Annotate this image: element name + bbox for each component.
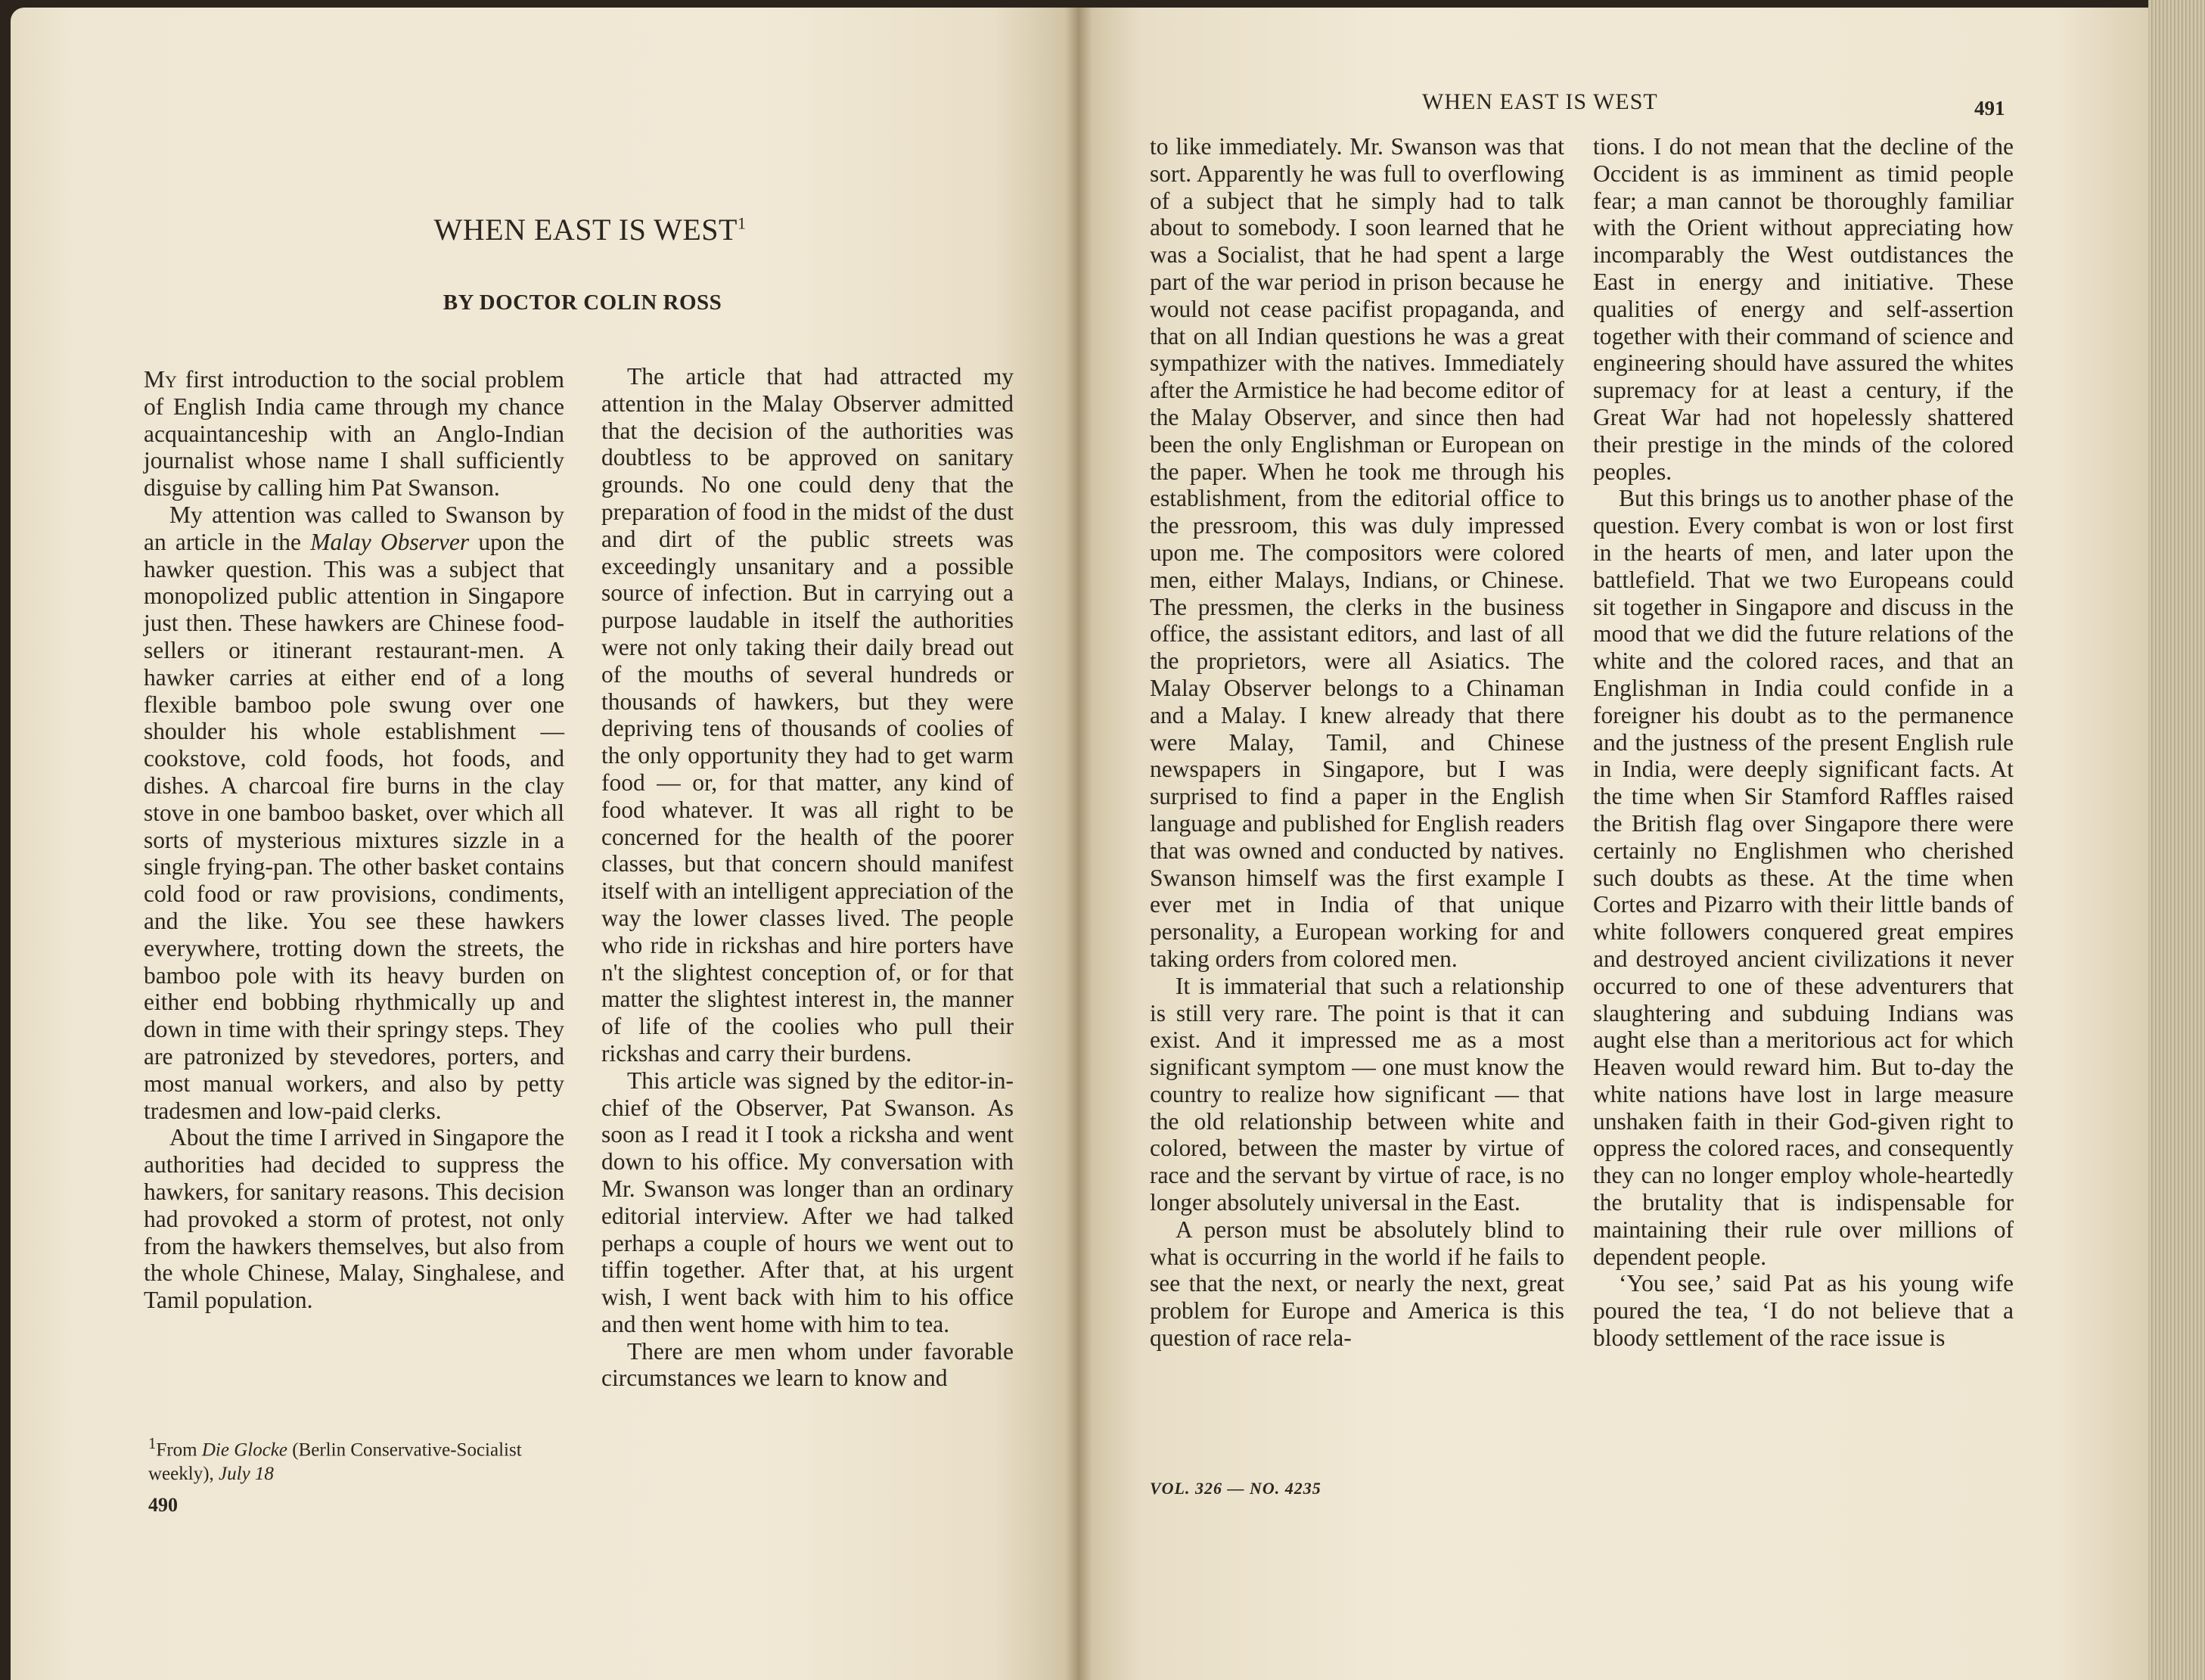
signature-mark: VOL. 326 — NO. 4235 <box>1150 1479 1321 1498</box>
page-edges <box>2148 0 2205 1680</box>
paragraph: to like immediately. Mr. Swanson was that sort. Apparently he was full to overflowing of a subject that he simply had to talk about to somebody. I soon learned that he was a Socialist, that he had spent a large part of the war period in prison because he would not cease pacifist propaganda, and that on all Indian questions he was a great sympathizer with the natives. Immediately after the Armistice he had become editor of the Malay Observer, and since then had been the only Englishman or European on the paper. When he took me through his establishment, from the editorial office to the pressroom, this was duly impressed upon me. The compositors were colored men, either Malays, Indians, or Chinese. The pressmen, the clerks in the business office, the assistant editors, and last of all the proprietors, were all Asiatics. The Malay Observer belongs to a Chinaman and a Malay. I knew already that there were Malay, Tamil, and Chinese newspapers in Singapore, but I was surprised to find a paper in the English language and published for English readers that was owned and conducted by natives. Swanson himself was the first example I ever met in India of that unique personality, a European working for and taking orders from colored men. <box>1150 133 1564 972</box>
paragraph: About the time I arrived in Singapore the authorities had decided to suppress the hawkers, for sanitary reasons. This decision had provoked a storm of protest, not only from the hawkers themselves, but also from the whole Chinese, Malay, Singhalese, and Tamil population. <box>144 1124 564 1314</box>
paragraph <box>144 366 564 502</box>
footnote-text: From <box>156 1439 202 1461</box>
footnote-source: Die Glocke <box>201 1439 287 1461</box>
paragraph <box>144 502 564 1124</box>
paragraph-text: first introduction to the social problem of English India came through my chance acquaintanceship with an Anglo-Indian journalist whose name I shall sufficiently disguise by calling him Pat Swanson. <box>144 366 564 502</box>
article-title <box>378 212 802 247</box>
right-column-1 <box>1150 133 1564 1352</box>
right-column-2 <box>1593 133 2014 1352</box>
running-head: WHEN EAST IS WEST <box>1422 89 1658 114</box>
title-footnote-marker: 1 <box>737 213 747 233</box>
footnote <box>148 1431 572 1486</box>
paragraph: The article that had attracted my attention in the Malay Observer admitted that the decision of the authorities was doubtless to be approved on sanitary grounds. No one could deny that the preparation of food in the midst of the dust and dirt of the public streets was exceedingly unsanitary and a possible source of infection. But in carrying out a purpose laudable in itself the authorities were not only taking their daily bread out of the mouths of several hundreds or thousands of hawkers, but they were depriving tens of thousands of coolies of the only opportunity they had to get warm food — or, for that matter, any kind of food whatever. It was all right to be concerned for the health of the poorer classes, but that concern should manifest itself with an intelligent appreciation of the way the lower classes lived. The people who ride in rickshas and hire porters have n't the slightest conception of, or for that matter the slightest interest in, the manner of life of the coolies who pull their rickshas and carry their burdens. <box>601 363 1014 1067</box>
book-gutter <box>1065 8 1092 1680</box>
paragraph: tions. I do not mean that the decline of the Occident is as imminent as timid people fear; a man cannot be thoroughly familiar with the Orient without appreciating how incomparably the West outdistances the East in energy and initiative. These qualities of energy and self-assertion together with their command of science and engineering should have assured the whites supremacy for at least a century, if the Great War had not hopelessly shattered their prestige in the minds of the colored peoples. <box>1593 133 2014 485</box>
newspaper-name: Malay Observer <box>310 528 470 555</box>
left-column-2 <box>601 363 1014 1392</box>
paragraph: This article was signed by the editor-in-chief of the Observer, Pat Swanson. As soon as I read it I took a ricksha and went down to his office. My conversation with Mr. Swanson was longer than an ordinary editorial interview. After we had talked perhaps a couple of hours we went out to tiffin together. After that, at his urgent wish, I went back with him to his office and then went home with him to tea. <box>601 1067 1014 1337</box>
paragraph: But this brings us to another phase of the question. Every combat is won or lost first in the hearts of men, and later upon the battlefield. That we two Europeans could sit together in Singapore and discuss in the mood that we did the future relations of the white and the colored races, and that an Englishman in India could confide in a foreigner his doubt as to the permanence and the justness of the present English rule in India, were deeply significant facts. At the time when Sir Stamford Raffles raised the British flag over Singapore there were certainly no Englishmen who cherished such doubts as these. At the time when Cortes and Pizarro with their little bands of white followers conquered great empires and destroyed ancient civilizations it never occurred to one of these adventurers that slaughtering and subduing Indians was aught else than a meritorious act for which Heaven would reward him. But to-day the white nations have lost in large measure unshaken faith in their God-given right to oppress the colored races, and consequently they can no longer employ whole-heartedly the brutality that is indispensable for maintaining their rule over millions of dependent people. <box>1593 485 2014 1270</box>
paragraph: A person must be absolutely blind to what is occurring in the world if he fails to see that the next, or nearly the next, great problem for Europe and America is this question of race rela- <box>1150 1216 1564 1352</box>
page-number-left: 490 <box>148 1494 178 1516</box>
footnote-date: July 18 <box>219 1464 274 1485</box>
drop-word: My <box>144 366 177 393</box>
paragraph: It is immaterial that such a relationship is still very rare. The point is that it can exist. And it impressed me as a most significant symptom — one must know the country to realize how significant — that the old relationship between white and colored, between the master by virtue of race and the servant by virtue of race, is no longer absolutely universal in the East. <box>1150 972 1564 1216</box>
page-number-right: 491 <box>1974 97 2005 120</box>
paragraph-text: My attention was called to Swanson by an article in the <box>144 501 564 555</box>
paragraph: ‘You see,’ said Pat as his young wife poured the tea, ‘I do not believe that a bloody settlement of the race issue is <box>1593 1270 2014 1352</box>
article-byline: BY DOCTOR COLIN ROSS <box>443 290 722 315</box>
left-column-1 <box>144 366 564 1314</box>
paragraph-text: upon the hawker question. This was a subject that monopolized public attention in Singapore just then. These hawkers are Chinese food-sellers or itinerant restaurant-men. A hawker carries at either end of a long flexible bamboo pole swung over one shoulder his whole establishment — cookstove, cold foods, hot foods, and dishes. A charcoal fire burns in the clay stove in one bamboo basket, over which all sorts of mysterious mixtures sizzle in a single frying-pan. The other basket contains cold food or raw provisions, condiments, and the like. You see these hawkers everywhere, trotting down the streets, the bamboo pole with its heavy burden on either end bobbing rhythmically up and down in time with their springy steps. They are patronized by stevedores, porters, and most manual workers, and also by petty tradesmen and low-paid clerks. <box>144 528 565 1124</box>
footnote-text: (Berlin Conservative-Socialist weekly), <box>148 1439 522 1485</box>
article-title-text: WHEN EAST IS WEST <box>433 213 738 247</box>
footnote-marker: 1 <box>148 1434 157 1452</box>
paragraph: There are men whom under favorable circumstances we learn to know and <box>601 1337 1014 1392</box>
